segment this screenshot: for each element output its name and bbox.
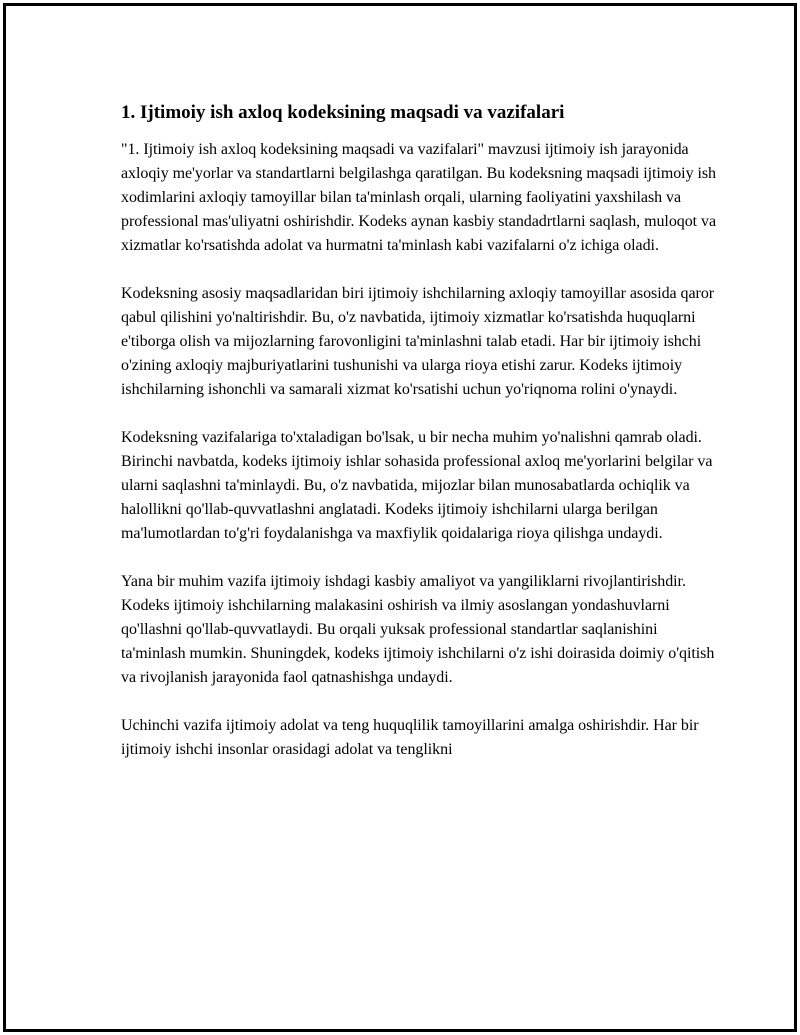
paragraph-5: Uchinchi vazifa ijtimoiy adolat va teng huquqlilik tamoyillarini amalga oshirishdir. Har bir ijtimoiy ishchi insonlar orasidagi adolat va tenglikni xyxy=(121,717,699,758)
page-frame xyxy=(3,3,797,1032)
paragraph-1: "1. Ijtimoiy ish axloq kodeksining maqsadi va vazifalari" mavzusi ijtimoiy ish jarayonida axloqiy me'yorlar va standartlarni belgilashga qaratilgan. Bu kodeksning maqsadi ijtimoiy ish xodimlarini axloqiy tamoyillar bilan ta'minlash orqali, ularning faoliyatini yaxshilash va professional mas'uliyatni oshirishdir. Kodeks aynan kasbiy standadrtlarni saqlash, muloqot va xizmatlar ko'rsatishda adolat va hurmatni ta'minlash kabi vazifalarni o'z ichiga oladi. xyxy=(121,141,717,254)
document-body xyxy=(121,100,721,786)
section-heading: 1. Ijtimoiy ish axloq kodeksining maqsadi va vazifalari xyxy=(121,102,565,123)
paragraph-2: Kodeksning asosiy maqsadlaridan biri ijtimoiy ishchilarning axloqiy tamoyillar asosida qaror qabul qilishini yo'naltirishdir. Bu, o'z navbatida, ijtimoiy xizmatlar ko'rsatishda huquqlarni e'tiborga olish va mijozlarning farovonligini ta'minlashni talab etadi. Har bir ijtimoiy ishchi o'zining axloqiy majburiyatlarini tushunishi va ularga rioya etishi zarur. Kodeks ijtimoiy ishchilarning ishonchli va samarali xizmat ko'rsatishi uchun yo'riqnoma rolini o'ynaydi. xyxy=(121,285,715,398)
paragraph-4: Yana bir muhim vazifa ijtimoiy ishdagi kasbiy amaliyot va yangiliklarni rivojlantirishdir. Kodeks ijtimoiy ishchilarning malakasini oshirish va ilmiy asoslangan yondashuvlarni qo'llashni qo'llab-quvvatlaydi. Bu orqali yuksak professional standartlar saqlanishini ta'minlash mumkin. Shuningdek, kodeks ijtimoiy ishchilarni o'z ishi doirasida doimiy o'qitish va rivojlanish jarayonida faol qatnashishga undaydi. xyxy=(121,573,715,686)
paragraph-3: Kodeksning vazifalariga to'xtaladigan bo'lsak, u bir necha muhim yo'nalishni qamrab oladi. Birinchi navbatda, kodeks ijtimoiy ishlar sohasida professional axloq me'yorlarini belgilar va ularni saqlashni ta'minlaydi. Bu, o'z navbatida, mijozlar bilan munosabatlarda ochiqlik va halollikni qo'llab-quvvatlashni anglatadi. Kodeks ijtimoiy ishchilarni ularga berilgan ma'lumotlardan to'g'ri foydalanishga va maxfiylik qoidalariga rioya qilishga undaydi. xyxy=(121,429,713,542)
